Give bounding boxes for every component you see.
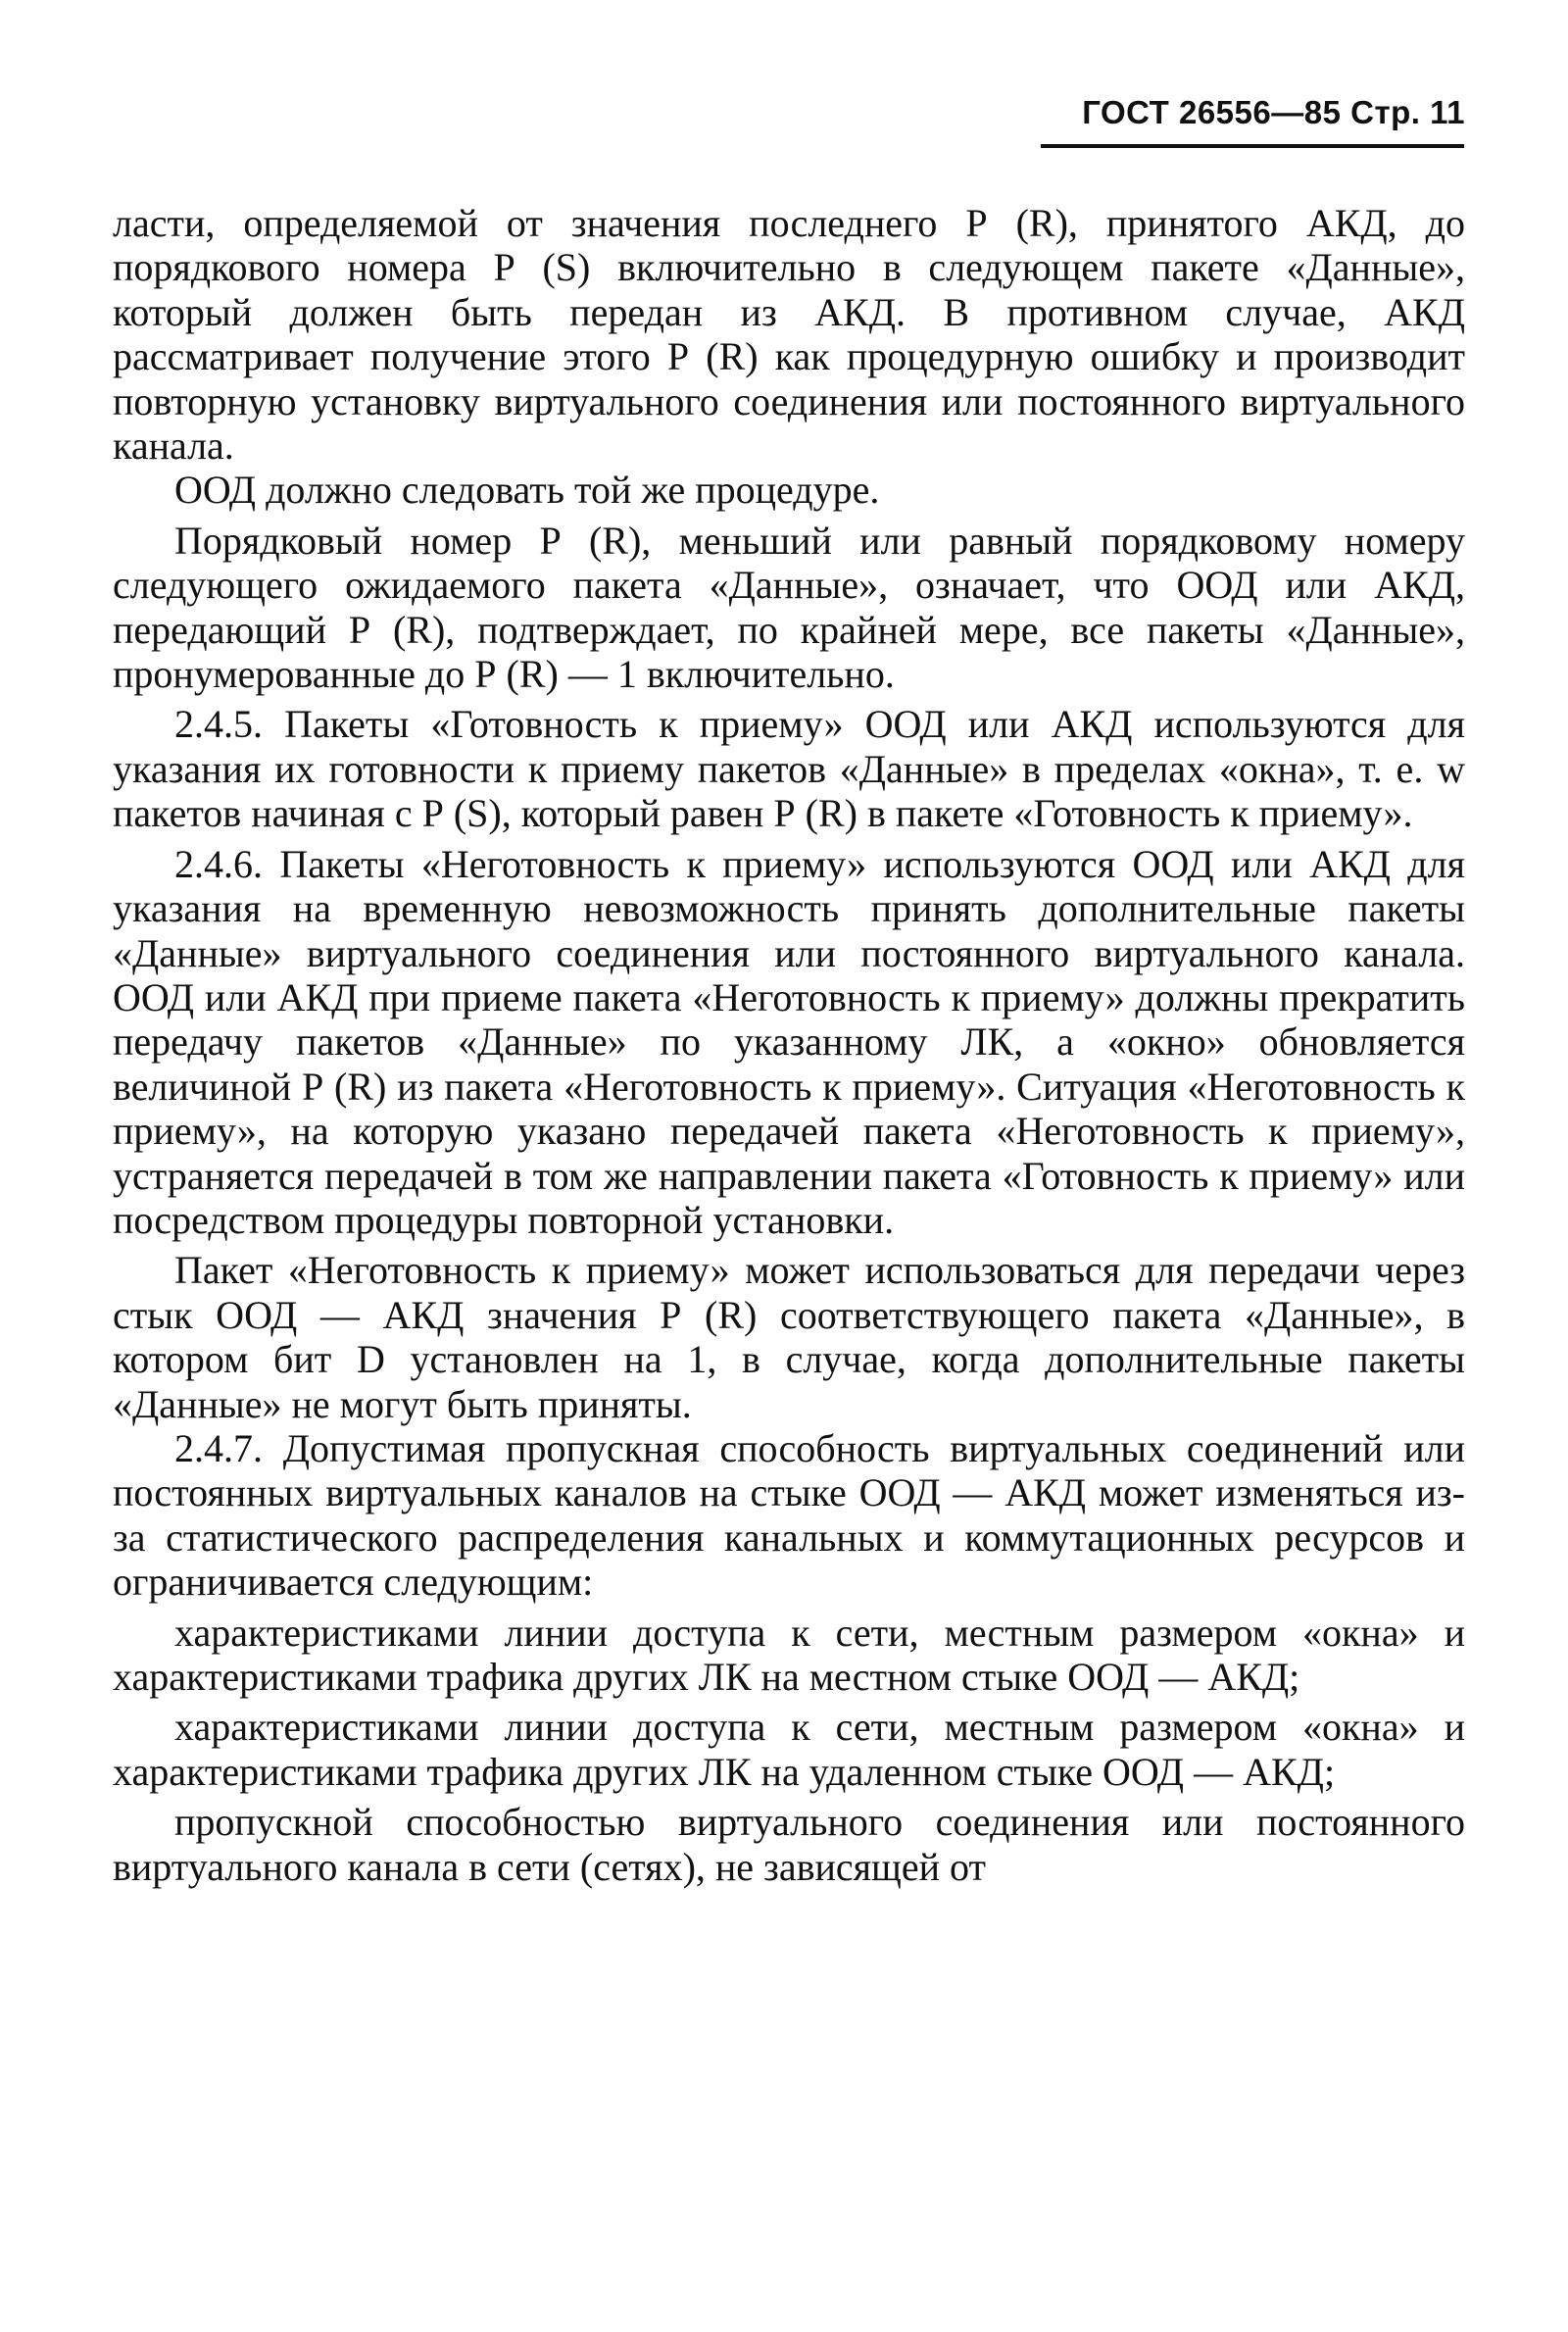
page-header: ГОСТ 26556—85 Стр. 11	[1082, 94, 1465, 130]
list-item-remote-interface: характеристиками линии доступа к сети, местным размером «окна» и характеристиками трафика других ЛК на удаленном стыке ООД — АКД;	[113, 1705, 1465, 1794]
paragraph-2-4-6: 2.4.6. Пакеты «Неготовность к приему» используются ООД или АКД для указания на временную невозможность принять дополнительные пакеты «Данные» виртуального соединения или постоянного виртуального канала. ООД или АКД при приеме пакета «Неготовность к приему» должны прекратить передачу пакетов «Данные» по указанному ЛК, а «окно» обновляется величиной Р (R) из пакета «Неготовность к приему». Ситуация «Неготовность к приему», на которую указано передачей пакета «Неготовность к приему», устраняется передачей в том же направлении пакета «Готовность к приему» или посредством процедуры повторной установки.	[113, 841, 1465, 1242]
paragraph-2-4-5: 2.4.5. Пакеты «Готовность к приему» ООД или АКД используются для указания их готовности к приему пакетов «Данные» в пределах «окна», т. е. w пакетов начиная с Р (S), который равен Р (R) в пакете «Готовность к приему».	[113, 702, 1465, 836]
page-body	[113, 201, 1465, 1889]
paragraph-2-4-7: 2.4.7. Допустимая пропускная способность виртуальных соединений или постоянных виртуальных каналов на стыке ООД — АКД может изменяться из-за статистического распределения канальных и коммутационных ресурсов и ограничивается следующим:	[113, 1425, 1465, 1605]
paragraph-not-ready-packet: Пакет «Неготовность к приему» может использоваться для передачи через стык ООД — АКД значения Р (R) соответствующего пакета «Данные», в котором бит D установлен на 1, в случае, когда дополнительные пакеты «Данные» не могут быть приняты.	[113, 1248, 1465, 1426]
paragraph-sequence-number: Порядковый номер Р (R), меньший или равный порядковому номеру следующего ожидаемого пакета «Данные», означает, что ООД или АКД, передающий Р (R), подтверждает, по крайней мере, все пакеты «Данные», пронумерованные до Р (R) — 1 включительно.	[113, 518, 1465, 697]
header-rule	[1041, 144, 1464, 148]
list-item-local-interface: характеристиками линии доступа к сети, местным размером «окна» и характеристиками трафика других ЛК на местном стыке ООД — АКД;	[113, 1610, 1465, 1699]
list-item-network-throughput: пропускной способностью виртуального соединения или постоянного виртуального канала в сети (сетях), не зависящей от	[113, 1800, 1465, 1889]
paragraph-ood-procedure: ООД должно следовать той же процедуре.	[174, 468, 880, 513]
paragraph-continuation: ласти, определяемой от значения последнего Р (R), принятого АКД, до порядкового номера Р (S) включительно в следующем пакете «Данные», который должен быть передан из АКД. В противном случае, АКД рассматривает получение этого Р (R) как процедурную ошибку и производит повторную установку виртуального соединения или постоянного виртуального канала.	[113, 201, 1465, 469]
